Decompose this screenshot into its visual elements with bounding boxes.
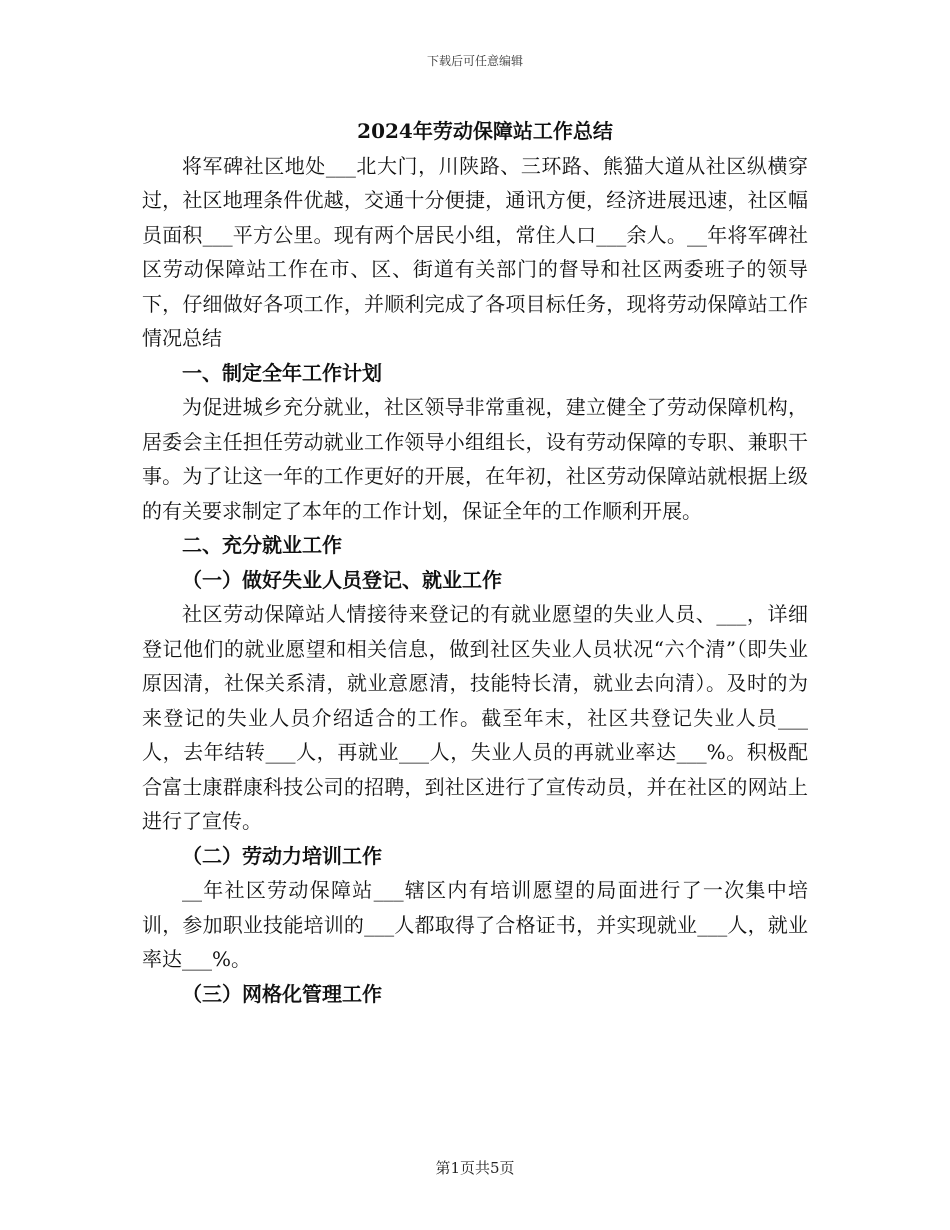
- header-note: 下载后可任意编辑: [426, 54, 523, 68]
- subsection-2-1-heading: （一）做好失业人员登记、就业工作: [182, 567, 502, 592]
- subsection-2-3-heading: （三）网格化管理工作: [182, 981, 382, 1006]
- document-title: 2024年劳动保障站工作总结: [357, 119, 613, 143]
- document-body: [142, 114, 808, 1011]
- subsection-2-1-paragraph: 社区劳动保障站人情接待来登记的有就业愿望的失业人员、___，详细登记他们的就业愿望和相关信息，做到社区失业人员状况“六个清”（即失业原因清，社保关系清，就业意愿清，技能特长清，就业去向清）。及时的为来登记的失业人员介绍适合的工作。截至年末，社区共登记失业人员___人，去年结转___人，再就业___人，失业人员的再就业率达___%。积极配合富士康群康科技公司的招聘，到社区进行了宣传动员，并在社区的网站上进行了宣传。: [142, 602, 808, 833]
- page-number: 第1页共5页: [435, 1159, 515, 1177]
- section-2-heading: 二、充分就业工作: [182, 533, 342, 557]
- subsection-2-2-heading: （二）劳动力培训工作: [182, 843, 382, 868]
- section-1-heading: 一、制定全年工作计划: [182, 360, 382, 385]
- subsection-2-2-paragraph: __年社区劳动保障站___辖区内有培训愿望的局面进行了一次集中培训，参加职业技能培训的___人都取得了合格证书，并实现就业___人，就业率达___%。: [142, 878, 808, 971]
- section-1-paragraph: 为促进城乡充分就业，社区领导非常重视，建立健全了劳动保障机构，居委会主任担任劳动就业工作领导小组组长，设有劳动保障的专职、兼职干事。为了让这一年的工作更好的开展，在年初，社区劳动保障站就根据上级的有关要求制定了本年的工作计划，保证全年的工作顺利开展。: [142, 395, 808, 523]
- intro-paragraph: 将军碑社区地处___北大门，川陕路、三环路、熊猫大道从社区纵横穿过，社区地理条件优越，交通十分便捷，通讯方便，经济进展迅速，社区幅员面积___平方公里。现有两个居民小组，常住人口___余人。__年将军碑社区劳动保障站工作在市、区、街道有关部门的督导和社区两委班子的领导下，仔细做好各项工作，并顺利完成了各项目标任务，现将劳动保障站工作情况总结: [142, 153, 808, 350]
